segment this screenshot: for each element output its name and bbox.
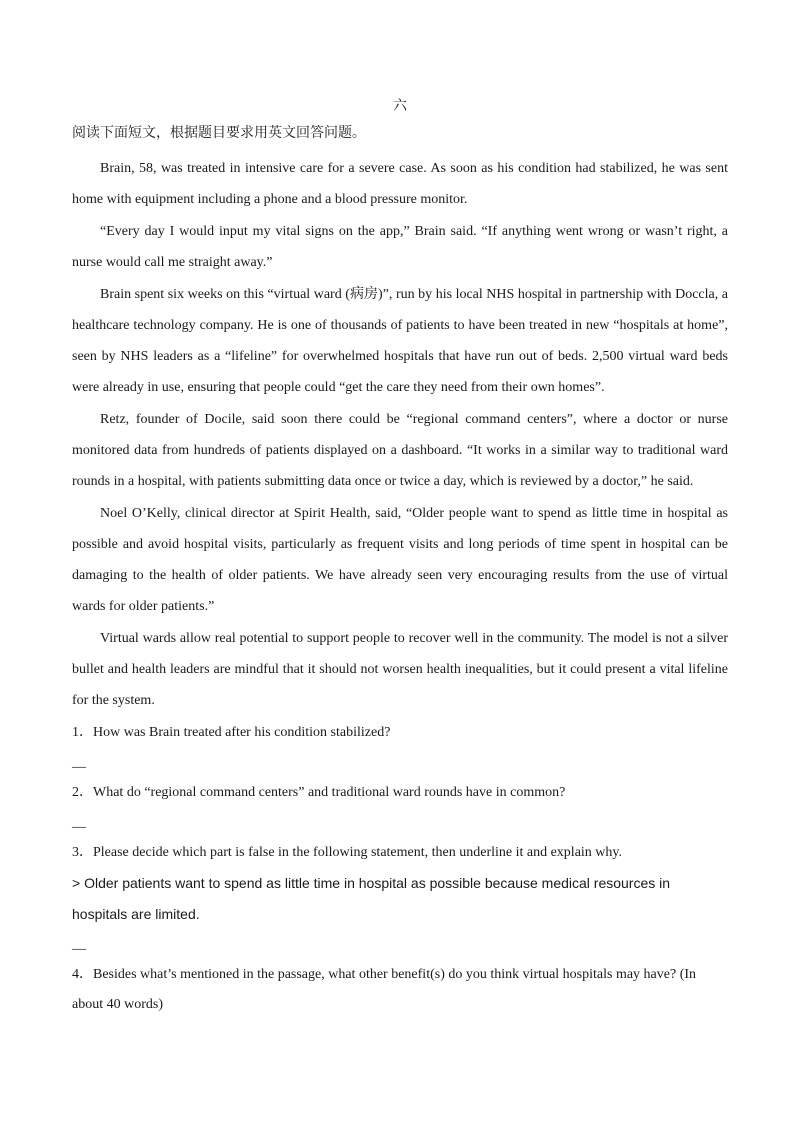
passage-paragraph-5: Noel O’Kelly, clinical director at Spirit Health, said, “Older people want to spend as little time in hospital as possible and avoid hospital visits, particularly as frequent visits and long periods of time spent in hospital can be damaging to the health of older patients. We have already seen very encouraging results from the use of virtual wards for older patients.” [72, 506, 728, 614]
exam-page [72, 96, 728, 1020]
question-1: 1．How was Brain treated after his condition stabilized? [72, 725, 391, 740]
section-number: 六 [393, 99, 407, 114]
answer-blank-3[interactable]: __ [72, 937, 86, 952]
passage-paragraph-1: Brain, 58, was treated in intensive care for a severe case. As soon as his condition had stabilized, he was sent home with equipment including a phone and a blood pressure monitor. [72, 161, 728, 207]
reading-passage [72, 152, 728, 716]
question-3: 3．Please decide which part is false in the following statement, then underline it and explain why. [72, 845, 622, 860]
question-2: 2．What do “regional command centers” and traditional ward rounds have in common? [72, 785, 566, 800]
passage-paragraph-2: “Every day I would input my vital signs on the app,” Brain said. “If anything went wrong or wasn’t right, a nurse would call me straight away.” [72, 224, 728, 270]
question-3-statement: > Older patients want to spend as little time in hospital as possible because medical resources in hospitals are limited. [72, 875, 671, 922]
passage-paragraph-4: Retz, founder of Docile, said soon there could be “regional command centers”, where a doctor or nurse monitored data from hundreds of patients displayed on a dashboard. “It works in a similar way to traditional ward rounds in a hospital, with patients submitting data once or twice a day, which is reviewed by a doctor,” he said. [72, 412, 728, 489]
answer-blank-1[interactable]: __ [72, 755, 86, 770]
section-instruction: 阅读下面短文，根据题目要求用英文回答问题。 [72, 126, 366, 141]
passage-paragraph-6: Virtual wards allow real potential to support people to recover well in the community. The model is not a silver bullet and health leaders are mindful that it should not worsen health inequalities, but it could present a vital lifeline for the system. [72, 631, 728, 708]
passage-paragraph-3: Brain spent six weeks on this “virtual ward (病房)”, run by his local NHS hospital in partnership with Doccla, a healthcare technology company. He is one of thousands of patients to have been treated in new “hospitals at home”, seen by NHS leaders as a “lifeline” for overwhelmed hospitals that have run out of beds. 2,500 virtual ward beds were already in use, ensuring that people could “get the care they need from their own homes”. [72, 287, 728, 395]
question-4: 4．Besides what’s mentioned in the passage, what other benefit(s) do you think virtual hospitals may have? (In about 40 words) [72, 967, 697, 1012]
answer-blank-2[interactable]: __ [72, 815, 86, 830]
question-list [72, 718, 728, 1020]
